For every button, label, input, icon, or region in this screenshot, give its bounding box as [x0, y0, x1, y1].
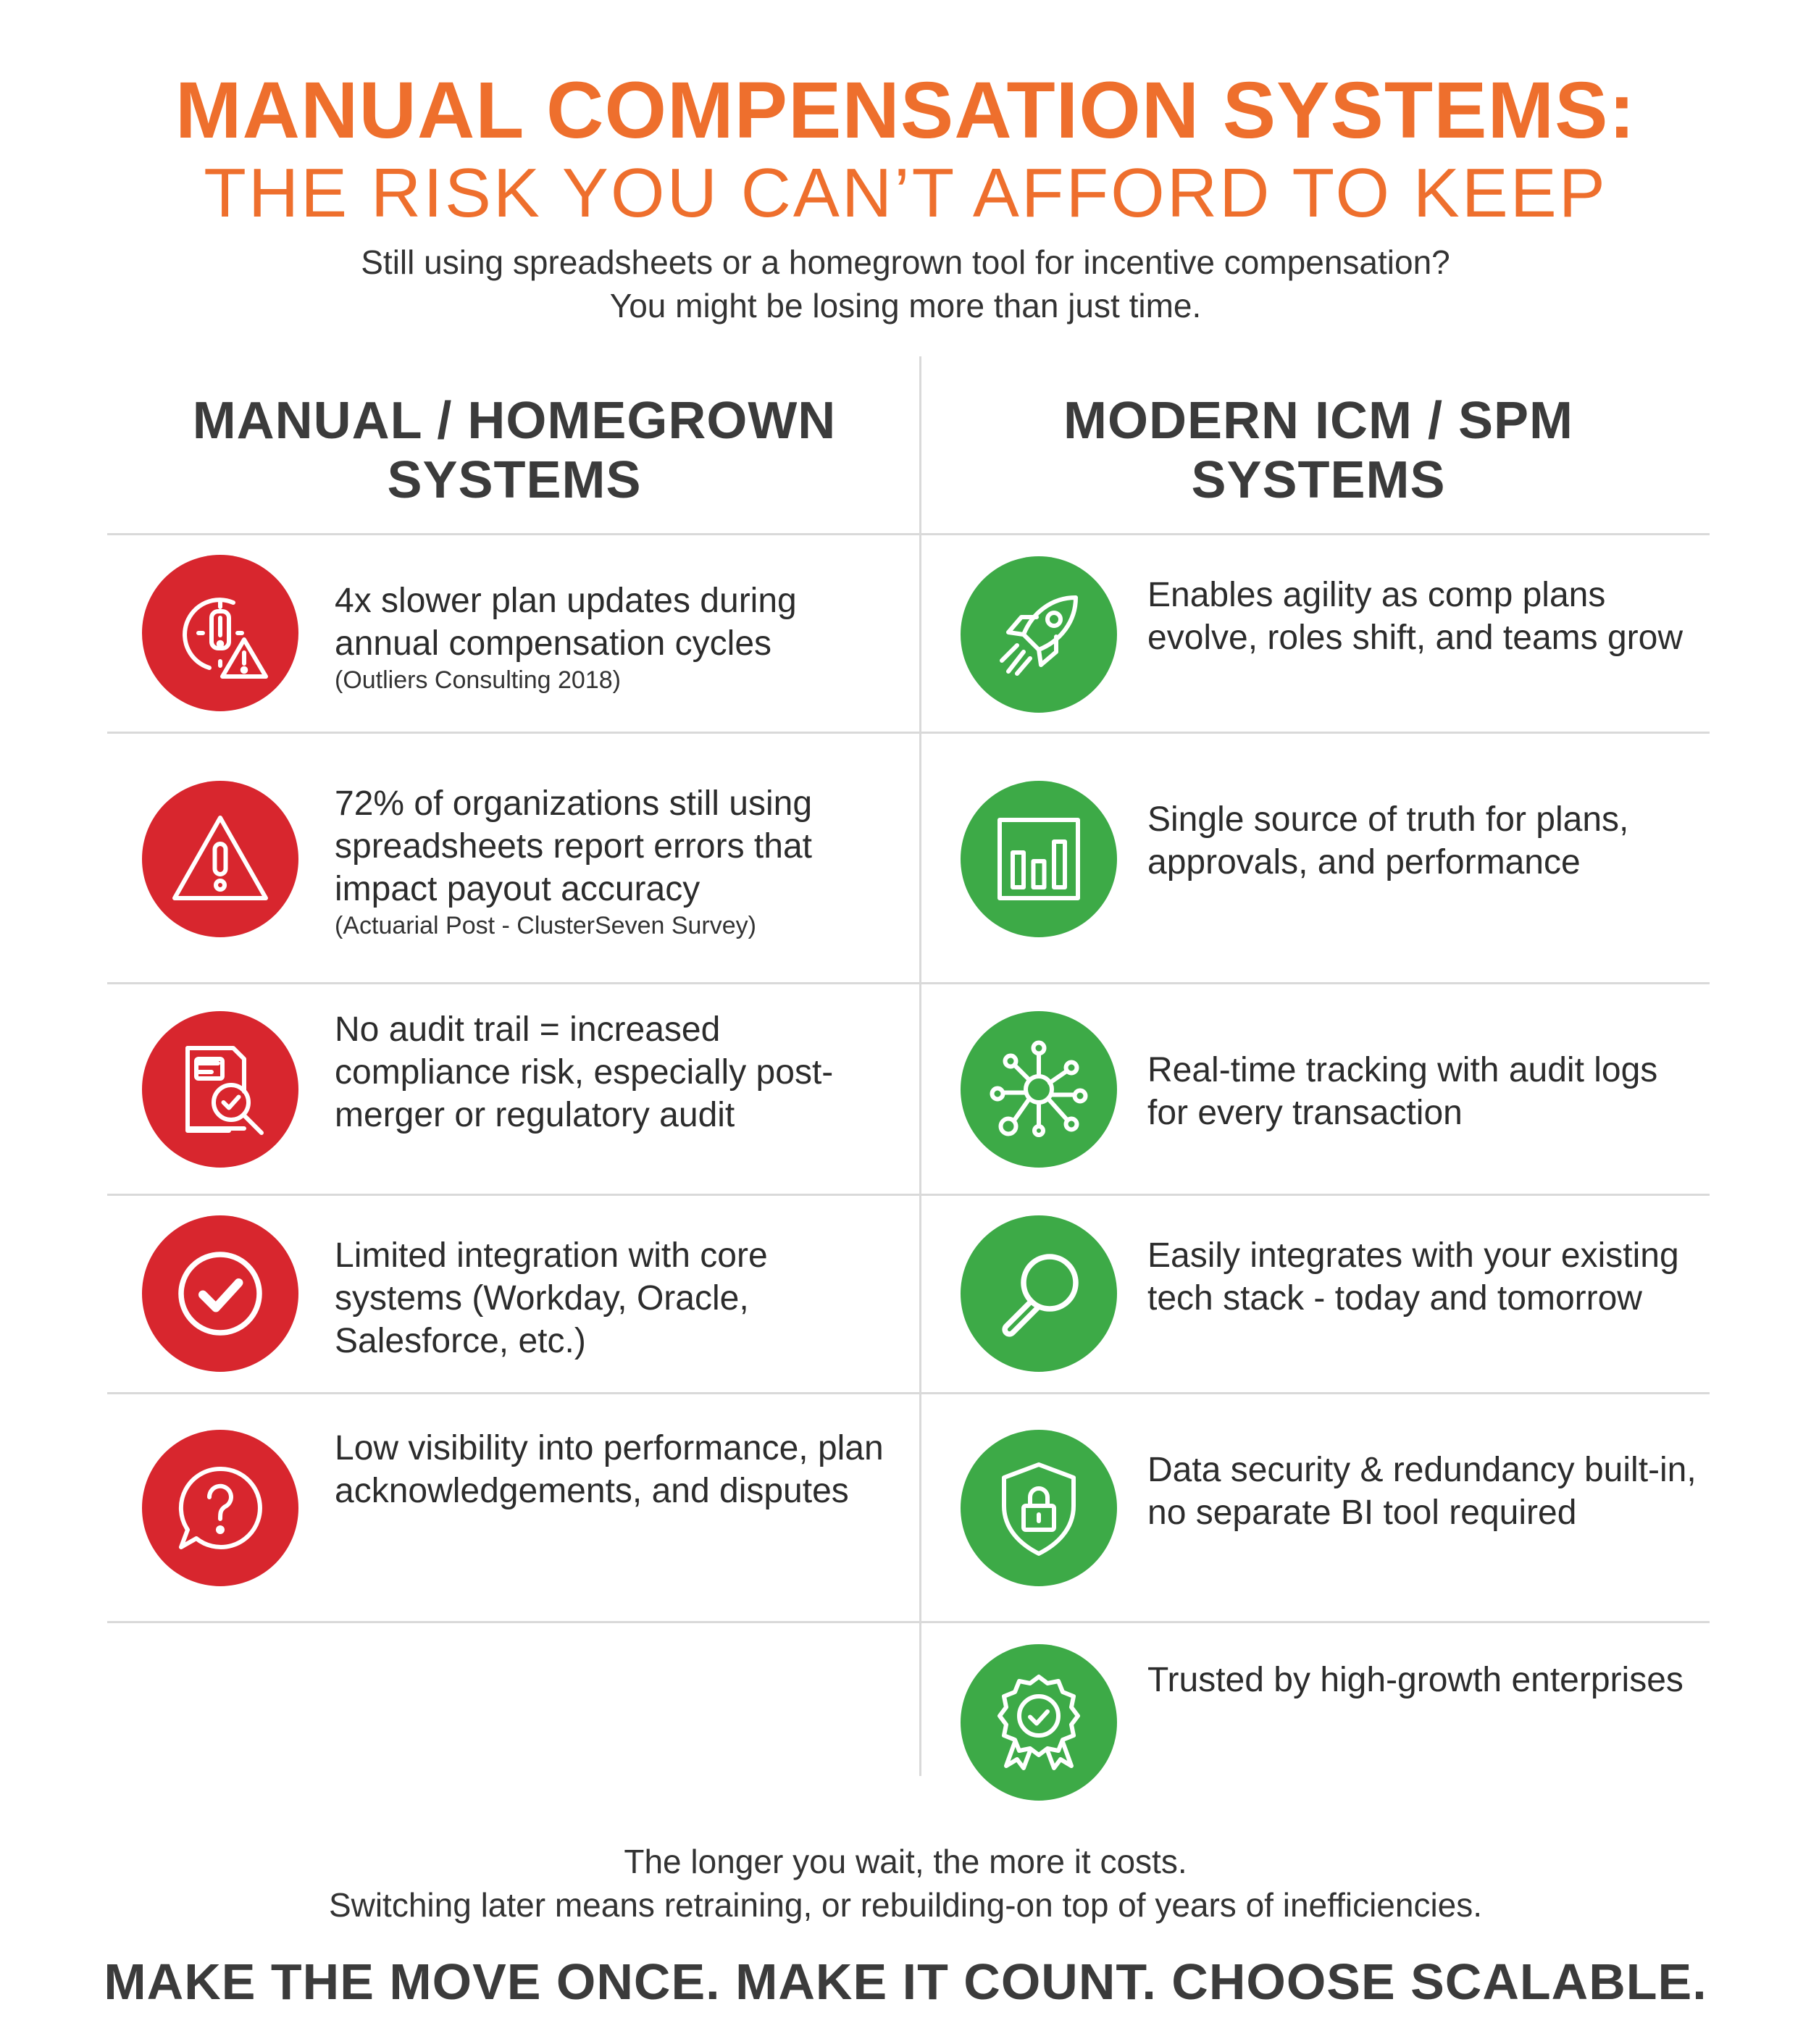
right-heading-line-2: SYSTEMS	[1191, 451, 1446, 509]
bar-chart-icon	[961, 781, 1117, 937]
left-item-text	[335, 579, 892, 695]
footer-text	[0, 1840, 1811, 1927]
left-heading-line-2: SYSTEMS	[387, 451, 642, 509]
award-badge-icon	[961, 1644, 1117, 1801]
left-item-4-text: Limited integration with core systems (Workday, Oracle, Salesforce, etc.)	[335, 1236, 768, 1360]
intro-text	[0, 240, 1811, 327]
right-item-text	[1147, 1659, 1705, 1701]
right-item-2-text: Single source of truth for plans, approvals, and performance	[1147, 800, 1629, 881]
page-subtitle: THE RISK YOU CAN’T AFFORD TO KEEP	[204, 154, 1607, 232]
clock-warning-icon	[142, 555, 298, 711]
left-item-3-text: No audit trail = increased compliance risk, especially post-merger or regulatory audit	[335, 1010, 834, 1134]
right-item-text	[1147, 1234, 1705, 1320]
right-item-1-text: Enables agility as comp plans evolve, roles shift, and teams grow	[1147, 576, 1684, 657]
page-title: MANUAL COMPENSATION SYSTEMS:	[175, 66, 1636, 155]
left-item-2-text: 72% of organizations still using spreadsheets report errors that impact payout accuracy	[335, 784, 813, 908]
footer-line-1: The longer you wait, the more it costs.	[624, 1843, 1187, 1880]
left-heading-line-1: MANUAL / HOMEGROWN	[192, 392, 837, 450]
left-item-text	[335, 1234, 892, 1362]
rocket-icon	[961, 556, 1117, 713]
document-search-icon	[142, 1011, 298, 1168]
right-item-text	[1147, 1049, 1705, 1134]
row-divider	[107, 1621, 1710, 1623]
left-item-text	[335, 1427, 892, 1512]
left-column-heading	[109, 391, 920, 510]
check-circle-icon	[142, 1215, 298, 1372]
left-item-5-text: Low visibility into performance, plan acknowledgements, and disputes	[335, 1429, 884, 1510]
footer-line-2: Switching later means retraining, or rebuilding-on top of years of inefficiencies.	[328, 1886, 1483, 1924]
intro-line-1: Still using spreadsheets or a homegrown tool for incentive compensation?	[361, 243, 1450, 281]
column-divider	[919, 356, 921, 1776]
row-divider	[107, 982, 1710, 984]
right-item-4-text: Easily integrates with your existing tech stack - today and tomorrow	[1147, 1236, 1679, 1318]
call-to-action: MAKE THE MOVE ONCE. MAKE IT COUNT. CHOOSE SCALABLE.	[104, 1953, 1707, 2010]
row-divider	[107, 1392, 1710, 1394]
right-column-heading	[920, 391, 1717, 510]
right-item-5-text: Data security & redundancy built-in, no separate BI tool required	[1147, 1451, 1697, 1532]
row-divider	[107, 1194, 1710, 1196]
row-divider	[107, 732, 1710, 734]
right-item-text	[1147, 1449, 1705, 1534]
left-item-1-source: (Outliers Consulting 2018)	[335, 666, 621, 694]
right-item-3-text: Real-time tracking with audit logs for every transaction	[1147, 1051, 1658, 1132]
row-divider	[107, 533, 1710, 535]
intro-line-2: You might be losing more than just time.	[609, 287, 1202, 324]
right-heading-line-1: MODERN ICM / SPM	[1063, 392, 1573, 450]
right-item-text	[1147, 798, 1705, 884]
warning-triangle-icon	[142, 781, 298, 937]
shield-lock-icon	[961, 1430, 1117, 1586]
right-item-text	[1147, 574, 1705, 659]
question-bubble-icon	[142, 1430, 298, 1586]
left-item-text	[335, 782, 892, 941]
left-item-2-source: (Actuarial Post - ClusterSeven Survey)	[335, 912, 756, 939]
network-hub-icon	[961, 1011, 1117, 1168]
right-item-6-text: Trusted by high-growth enterprises	[1147, 1661, 1684, 1699]
magnifier-icon	[961, 1215, 1117, 1372]
left-item-1-text: 4x slower plan updates during annual compensation cycles	[335, 582, 797, 663]
left-item-text	[335, 1008, 892, 1136]
